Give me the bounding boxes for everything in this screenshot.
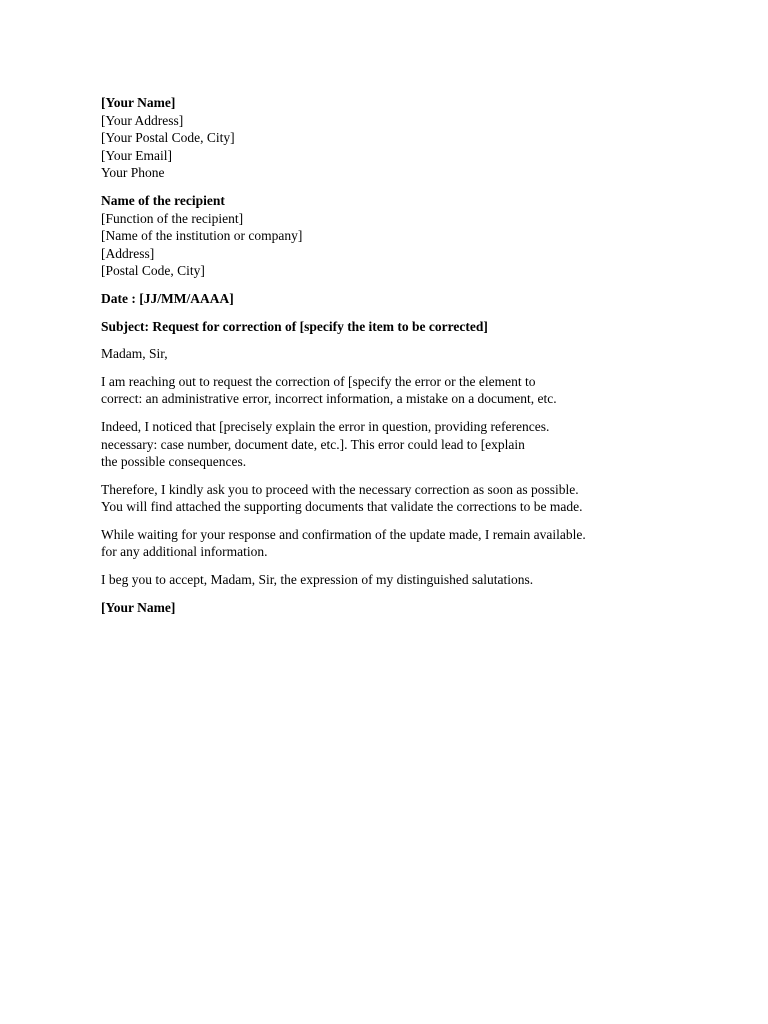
paragraph-line: for any additional information. [101,544,268,560]
paragraph-line: I am reaching out to request the correction of [specify the error or the element to [101,373,536,389]
signature-block [101,599,701,617]
paragraph-line: Therefore, I kindly ask you to proceed with the necessary correction as soon as possible. [101,481,579,497]
recipient-address: [Address] [101,245,155,261]
paragraph-line: I beg you to accept, Madam, Sir, the expression of my distinguished salutations. [101,572,534,588]
paragraph-line: correct: an administrative error, incorrect information, a mistake on a document, etc. [101,391,557,407]
body-paragraph [101,373,701,408]
date-text: Date : [JJ/MM/AAAA] [101,290,234,306]
subject-text: Subject: Request for correction of [specify the item to be corrected] [101,318,488,334]
sender-address: [Your Address] [101,112,184,128]
recipient-name: Name of the recipient [101,192,225,208]
paragraph-line: Indeed, I noticed that [precisely explain the error in question, providing references. [101,418,550,434]
paragraph-line: necessary: case number, document date, etc.]. This error could lead to [explain [101,436,525,452]
paragraph-line: You will find attached the supporting documents that validate the corrections to be made. [101,499,583,515]
salutation-text: Madam, Sir, [101,346,168,362]
recipient-block [101,192,701,280]
letter-salutation [101,345,701,363]
paragraph-line: While waiting for your response and confirmation of the update made, I remain available. [101,526,586,542]
recipient-institution: [Name of the institution or company] [101,228,303,244]
sender-name: [Your Name] [101,95,176,110]
body-paragraph [101,526,701,561]
recipient-function: [Function of the recipient] [101,210,244,226]
sender-block [101,94,701,182]
letter-date [101,290,701,308]
body-paragraph [101,481,701,516]
sender-email: [Your Email] [101,147,173,163]
letter-page [101,94,701,616]
recipient-postal-city: [Postal Code, City] [101,263,205,279]
sender-phone: Your Phone [101,165,165,181]
body-paragraph [101,418,701,471]
letter-subject [101,318,701,336]
closing-paragraph [101,571,701,589]
signature-name: [Your Name] [101,599,176,615]
paragraph-line: the possible consequences. [101,454,247,470]
sender-postal-city: [Your Postal Code, City] [101,130,235,146]
